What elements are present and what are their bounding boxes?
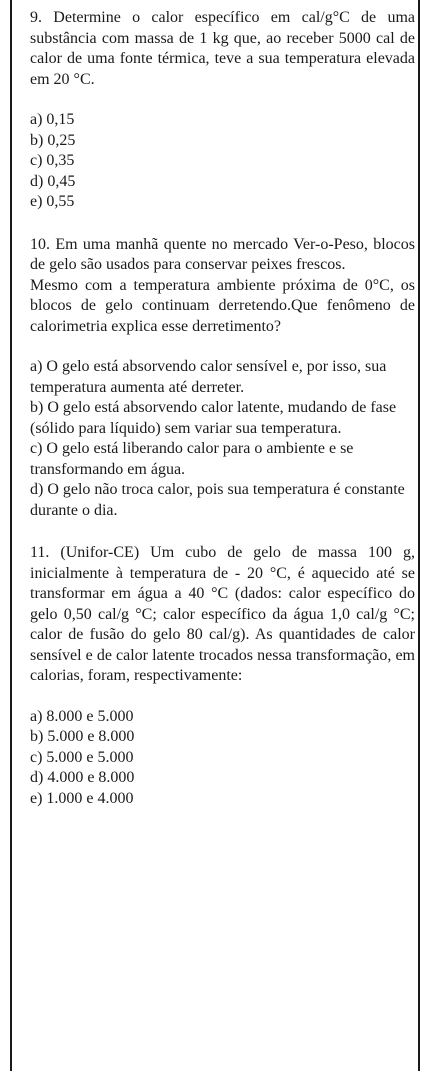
- question-10: [30, 235, 415, 522]
- worksheet-content: [30, 8, 415, 809]
- question-11-option-d: d) 4.000 e 8.000: [30, 769, 135, 786]
- question-9-stem: 9. Determine o calor específico em cal/g°C de uma substância com massa de 1 kg que, ao receber 5000 cal de calor de uma fonte térmica, teve a sua temperatura elevada em 20 °C.: [30, 9, 415, 88]
- question-11-stem: 11. (Unifor-CE) Um cubo de gelo de massa 100 g, inicialmente à temperatura de - 20 °C, é aquecido até se transformar em água a 40 °C (dados: calor específico do gelo 0,50 cal/g °C; calor específico da água 1,0 cal/g °C; calor de fusão do gelo 80 cal/g). As quantidades de calor sensível e de calor latente trocados nessa transformação, em calorias, foram, respectivamente:: [30, 544, 415, 684]
- question-10-option-d: d) O gelo não troca calor, pois sua temperatura é constante durante o dia.: [30, 481, 405, 519]
- question-9-options: [30, 110, 415, 213]
- question-11-option-b: b) 5.000 e 8.000: [30, 728, 135, 745]
- question-10-options: [30, 357, 415, 521]
- question-10-option-b: b) O gelo está absorvendo calor latente, mudando de fase (sólido para líquido) sem variar sua temperatura.: [30, 399, 397, 437]
- question-9-option-b: b) 0,25: [30, 131, 76, 149]
- left-margin-rule: [10, 0, 12, 1071]
- question-10-stem-part-2: Mesmo com a temperatura ambiente próxima de 0°C, os blocos de gelo continuam derretendo.Que fenômeno de calorimetria explica esse derretimento?: [30, 276, 415, 335]
- question-9-option-d: d) 0,45: [30, 172, 76, 190]
- question-10-option-c: c) O gelo está liberando calor para o ambiente e se transformando em água.: [30, 440, 354, 478]
- right-margin-rule: [418, 0, 420, 1071]
- question-9: [30, 8, 415, 213]
- question-9-option-c: c) 0,35: [30, 152, 75, 169]
- question-11-option-c: c) 5.000 e 5.000: [30, 748, 134, 766]
- question-11-option-a: a) 8.000 e 5.000: [30, 707, 134, 725]
- question-10-stem-part-1: 10. Em uma manhã quente no mercado Ver-o-Peso, blocos de gelo são usados para conservar peixes frescos.: [30, 235, 415, 273]
- question-11-option-e: e) 1.000 e 4.000: [30, 789, 134, 807]
- question-11: [30, 543, 415, 809]
- question-11-options: [30, 707, 415, 810]
- question-9-option-e: e) 0,55: [30, 193, 75, 210]
- question-10-option-a: a) O gelo está absorvendo calor sensível e, por isso, sua temperatura aumenta até derreter.: [30, 358, 387, 396]
- question-9-option-a: a) 0,15: [30, 111, 75, 128]
